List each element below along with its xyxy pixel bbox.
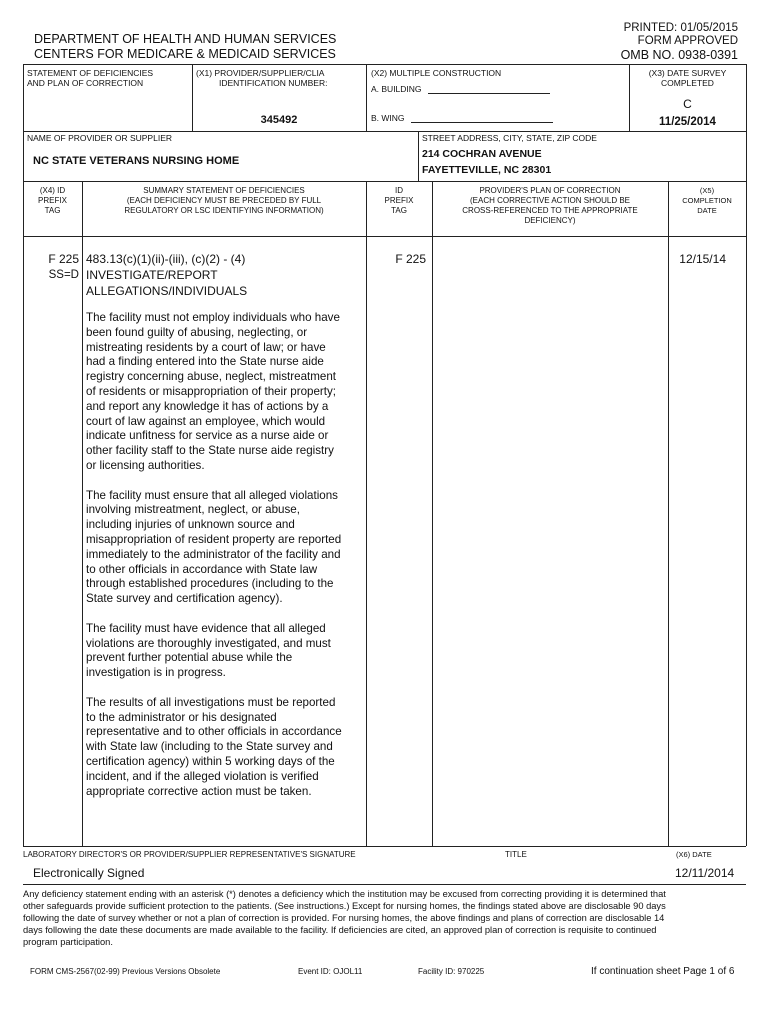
event-id: Event ID: OJOL11 [298,967,363,976]
tag-right: F 225 [395,252,426,266]
summary-header-1: SUMMARY STATEMENT OF DEFICIENCIES [143,186,305,195]
id-header-3: TAG [391,206,407,215]
paragraph-4 [86,696,368,800]
omb-number: OMB NO. 0938-0391 [620,48,738,62]
p3-line: investigation is in progress. [86,666,226,680]
p4-line: representative and to other officials in accordance [86,725,342,739]
deficiency-text [86,311,368,814]
x1-label-2: IDENTIFICATION NUMBER: [219,78,328,88]
form-id: FORM CMS-2567(02-99) Previous Versions Obsolete [30,967,221,976]
id-header [366,186,432,216]
building-blank [428,84,550,94]
wing-label: B. WING [371,113,405,123]
p2-line: to other officials in accordance with State law [86,562,318,576]
p2-line: State survey and certification agency). [86,592,283,606]
provider-name-label: NAME OF PROVIDER OR SUPPLIER [27,133,172,143]
p1-line: registry concerning abuse, neglect, mistreatment [86,370,337,384]
building-label: A. BUILDING [371,84,422,94]
provider-number: 345492 [260,114,298,126]
disclaimer-line-2: other safeguards provide sufficient protection to the patients. (See instructions.) Except for nursing homes, the findings stated above are disclosable 90 days [23,901,666,911]
plan-header [432,186,668,226]
plan-header-2: (EACH CORRECTIVE ACTION SHOULD BE [469,196,631,205]
x5-header-2: COMPLETION [682,196,732,205]
x5-header-3: DATE [697,206,717,215]
p4-line: with State law (including to the State survey and [86,740,333,754]
survey-date: 11/25/2014 [659,116,716,128]
x4-header [23,186,82,216]
p4-line: certification agency) within 5 working days of the [86,754,335,768]
signature-value: Electronically Signed [33,866,145,880]
page-indicator: If continuation sheet Page 1 of 6 [591,966,735,977]
p2-line: including injuries of unknown source and [86,518,295,532]
x3-label-2: COMPLETED [661,78,714,88]
ss-code: SS=D [48,269,79,281]
p1-line: and report any knowledge it has of actions by a [86,399,329,413]
p3-line: The facility must have evidence that all alleged [86,621,326,635]
facility-id: Facility ID: 970225 [418,967,485,976]
p2-line: involving mistreatment, neglect, or abuse, [86,503,300,517]
x3-label-1: (X3) DATE SURVEY [648,68,727,78]
title-line-2: ALLEGATIONS/INDIVIDUALS [86,284,248,298]
dept-line-2: CENTERS FOR MEDICARE & MEDICAID SERVICES [34,47,336,61]
p4-line: The results of all investigations must be reported [86,695,336,709]
p3-line: prevent further potential abuse while the [86,651,293,665]
wing-blank [411,113,553,123]
x2-label: (X2) MULTIPLE CONSTRUCTION [371,68,502,78]
p4-line: incident, and if the alleged violation is verified [86,769,319,783]
tag-left: F 225 [48,252,79,266]
wing-field [371,113,553,123]
disclaimer-line-5: program participation. [23,937,113,947]
plan-header-1: PROVIDER'S PLAN OF CORRECTION [479,186,621,195]
id-header-1: ID [395,186,403,195]
disclaimer-line-4: days following the date these documents are made available to the facility. If deficiencies are cited, an approved plan of correction is requisite to continued [23,925,657,935]
plan-header-3: CROSS-REFERENCED TO THE APPROPRIATE [462,206,638,215]
disclaimer-line-3: following the date of survey whether or not a plan of correction is provided. For nursing homes, the above findings and plans of correction are disclosable 14 [23,913,665,923]
disclaimer-line-1: Any deficiency statement ending with an asterisk (*) denotes a deficiency which the institution may be excused from correcting providing it is determined that [23,889,666,899]
printed-date: PRINTED: 01/05/2015 [623,22,738,34]
date-label: (X6) DATE [676,850,712,859]
summary-header-3: REGULATORY OR LSC IDENTIFYING INFORMATION) [124,206,324,215]
p3-line: violations are thoroughly investigated, and must [86,636,331,650]
p1-line: indicate unfitness for service as a nurse aide or [86,429,329,443]
p1-line: or licensing authorities. [86,458,205,472]
p1-line: other facility staff to the State nurse aide registry [86,444,334,458]
statement-label-2: AND PLAN OF CORRECTION [27,78,144,88]
paragraph-1 [86,311,368,474]
p1-line: been found guilty of abusing, neglecting, or [86,325,308,339]
x1-label [196,68,364,88]
x4-header-2: PREFIX [38,196,67,205]
survey-code: C [683,97,692,111]
p4-line: appropriate corrective action must be taken. [86,784,312,798]
x4-header-3: TAG [44,206,61,215]
paragraph-2 [86,489,368,607]
x5-header [668,186,746,216]
title-label: TITLE [505,850,527,859]
p1-line: mistreating residents by a court of law; or have [86,340,326,354]
x4-header-1: (X4) ID [39,186,66,195]
signature-date: 12/11/2014 [675,866,735,880]
p2-line: through established procedures (including to the [86,577,334,591]
id-header-2: PREFIX [384,196,414,205]
address-line-2: FAYETTEVILLE, NC 28301 [422,164,552,176]
disclaimer [23,888,748,948]
summary-header [82,186,366,216]
paragraph-3 [86,622,368,681]
address-line-1: 214 COCHRAN AVENUE [422,148,542,160]
p2-line: The facility must ensure that all alleged violations [86,488,338,502]
signature-label: LABORATORY DIRECTOR'S OR PROVIDER/SUPPLIER REPRESENTATIVE'S SIGNATURE [23,850,356,859]
x3-label [629,68,746,88]
building-field [371,84,550,94]
p1-line: had a finding entered into the State nurse aide [86,355,324,369]
title-line-1: INVESTIGATE/REPORT [86,268,218,282]
statement-label-1: STATEMENT OF DEFICIENCIES [27,68,154,78]
deficiency-title [86,251,366,299]
plan-header-4: DEFICIENCY) [524,216,576,225]
p4-line: to the administrator or his designated [86,710,277,724]
x5-header-1: (X5) [699,186,715,195]
p2-line: misappropriation of resident property are reported [86,532,342,546]
regulation: 483.13(c)(1)(ii)-(iii), (c)(2) - (4) [86,252,246,266]
p2-line: immediately to the administrator of the facility and [86,547,341,561]
dept-line-1: DEPARTMENT OF HEALTH AND HUMAN SERVICES [34,32,337,46]
address-label: STREET ADDRESS, CITY, STATE, ZIP CODE [422,133,597,143]
p1-line: The facility must not employ individuals who have [86,311,340,324]
tag-cell [23,251,79,283]
agency-name [34,32,336,62]
completion-date: 12/15/14 [679,252,726,266]
form-status [621,22,738,62]
provider-name: NC STATE VETERANS NURSING HOME [33,155,240,167]
summary-header-2: (EACH DEFICIENCY MUST BE PRECEDED BY FULL [126,196,322,205]
x1-label-1: (X1) PROVIDER/SUPPLIER/CLIA [196,68,325,78]
p1-line: of residents or misappropriation of their property; [86,384,337,398]
p1-line: court of law against an employee, which would [86,414,326,428]
statement-label [27,68,153,88]
form-approved: FORM APPROVED [637,35,738,47]
